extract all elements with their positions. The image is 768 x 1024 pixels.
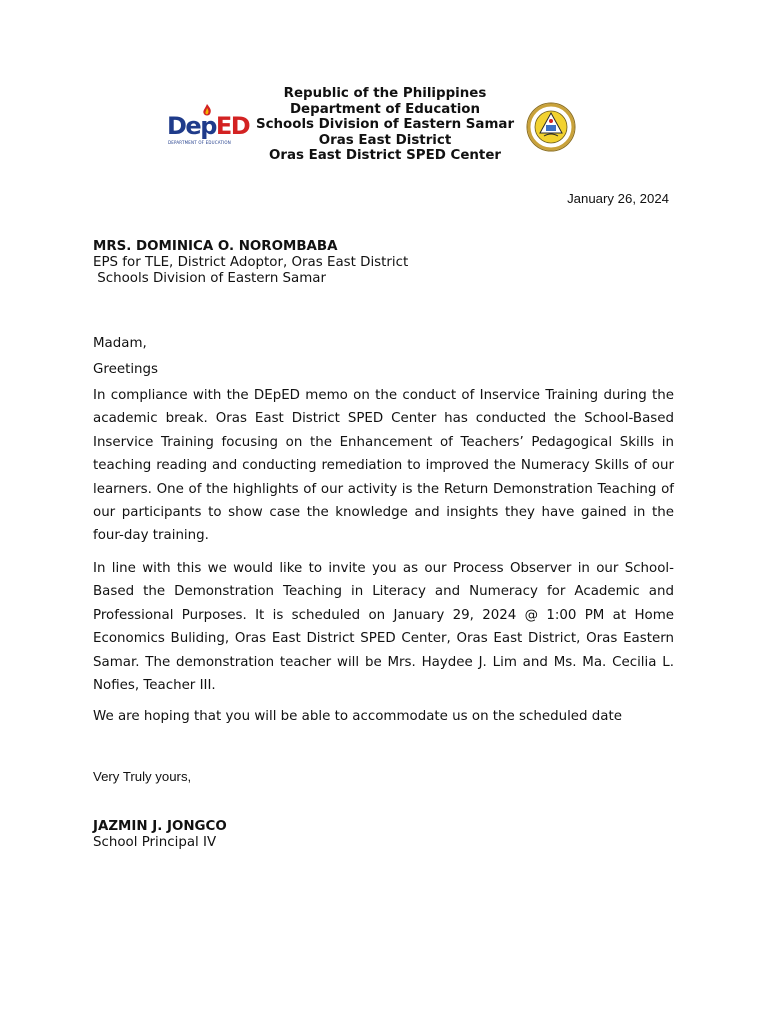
signatory-block [93,819,227,851]
letterhead-line: Oras East District SPED Center [268,148,502,164]
recipient-position: EPS for TLE, District Adoptor, Oras East District [93,255,409,270]
recipient-block [93,239,408,287]
letterhead-line: Oras East District [318,132,452,148]
school-seal-icon [526,102,576,152]
letterhead-line: Department of Education [289,101,481,117]
deped-tagline: DEPARTMENT OF EDUCATION [168,140,231,145]
letterhead-line: Schools Division of Eastern Samar [255,117,515,133]
salutation: Madam, [93,336,147,351]
body-paragraph: In line with this we would like to invite you as our Process Observer in our School- Based the Demonstration Teaching in Literacy and Numeracy for Academic and Professional Purposes. It is scheduled on January 29, 2024 @ 1:00 PM at Home Economics Buliding, Oras East District SPED Center, Oras East District, Oras Eastern Samar. The demonstration teacher will be Mrs. Haydee J. Lim and Ms. Ma. Cecilia L. Nofies, Teacher III. [93,561,674,694]
deped-wordmark: DepED [167,112,250,140]
body-paragraph: In compliance with the DEpED memo on the conduct of Inservice Training during the academic break. Oras East District SPED Center has conducted the School-Based Inservice Training focusing on the Enhancement of Teachers’ Pedagogical Skills in teaching reading and conducting remediation to improved the Numeracy Skills of our learners. One of the highlights of our activity is the Return Demonstration Teaching of our participants to show case the knowledge and insights they have gained in the four-day training. [93,388,674,544]
letterhead-line: Republic of the Philippines [283,86,487,101]
recipient-office: Schools Division of Eastern Samar [93,271,327,286]
recipient-name: MRS. DOMINICA O. NOROMBABA [93,239,338,254]
signatory-title: School Principal IV [93,835,217,850]
closing: Very Truly yours, [93,769,192,784]
body-paragraph: We are hoping that you will be able to accommodate us on the scheduled date [93,709,623,724]
letter-date: January 26, 2024 [567,191,669,206]
greetings: Greetings [93,362,158,377]
signatory-name: JAZMIN J. JONGCO [93,819,227,834]
